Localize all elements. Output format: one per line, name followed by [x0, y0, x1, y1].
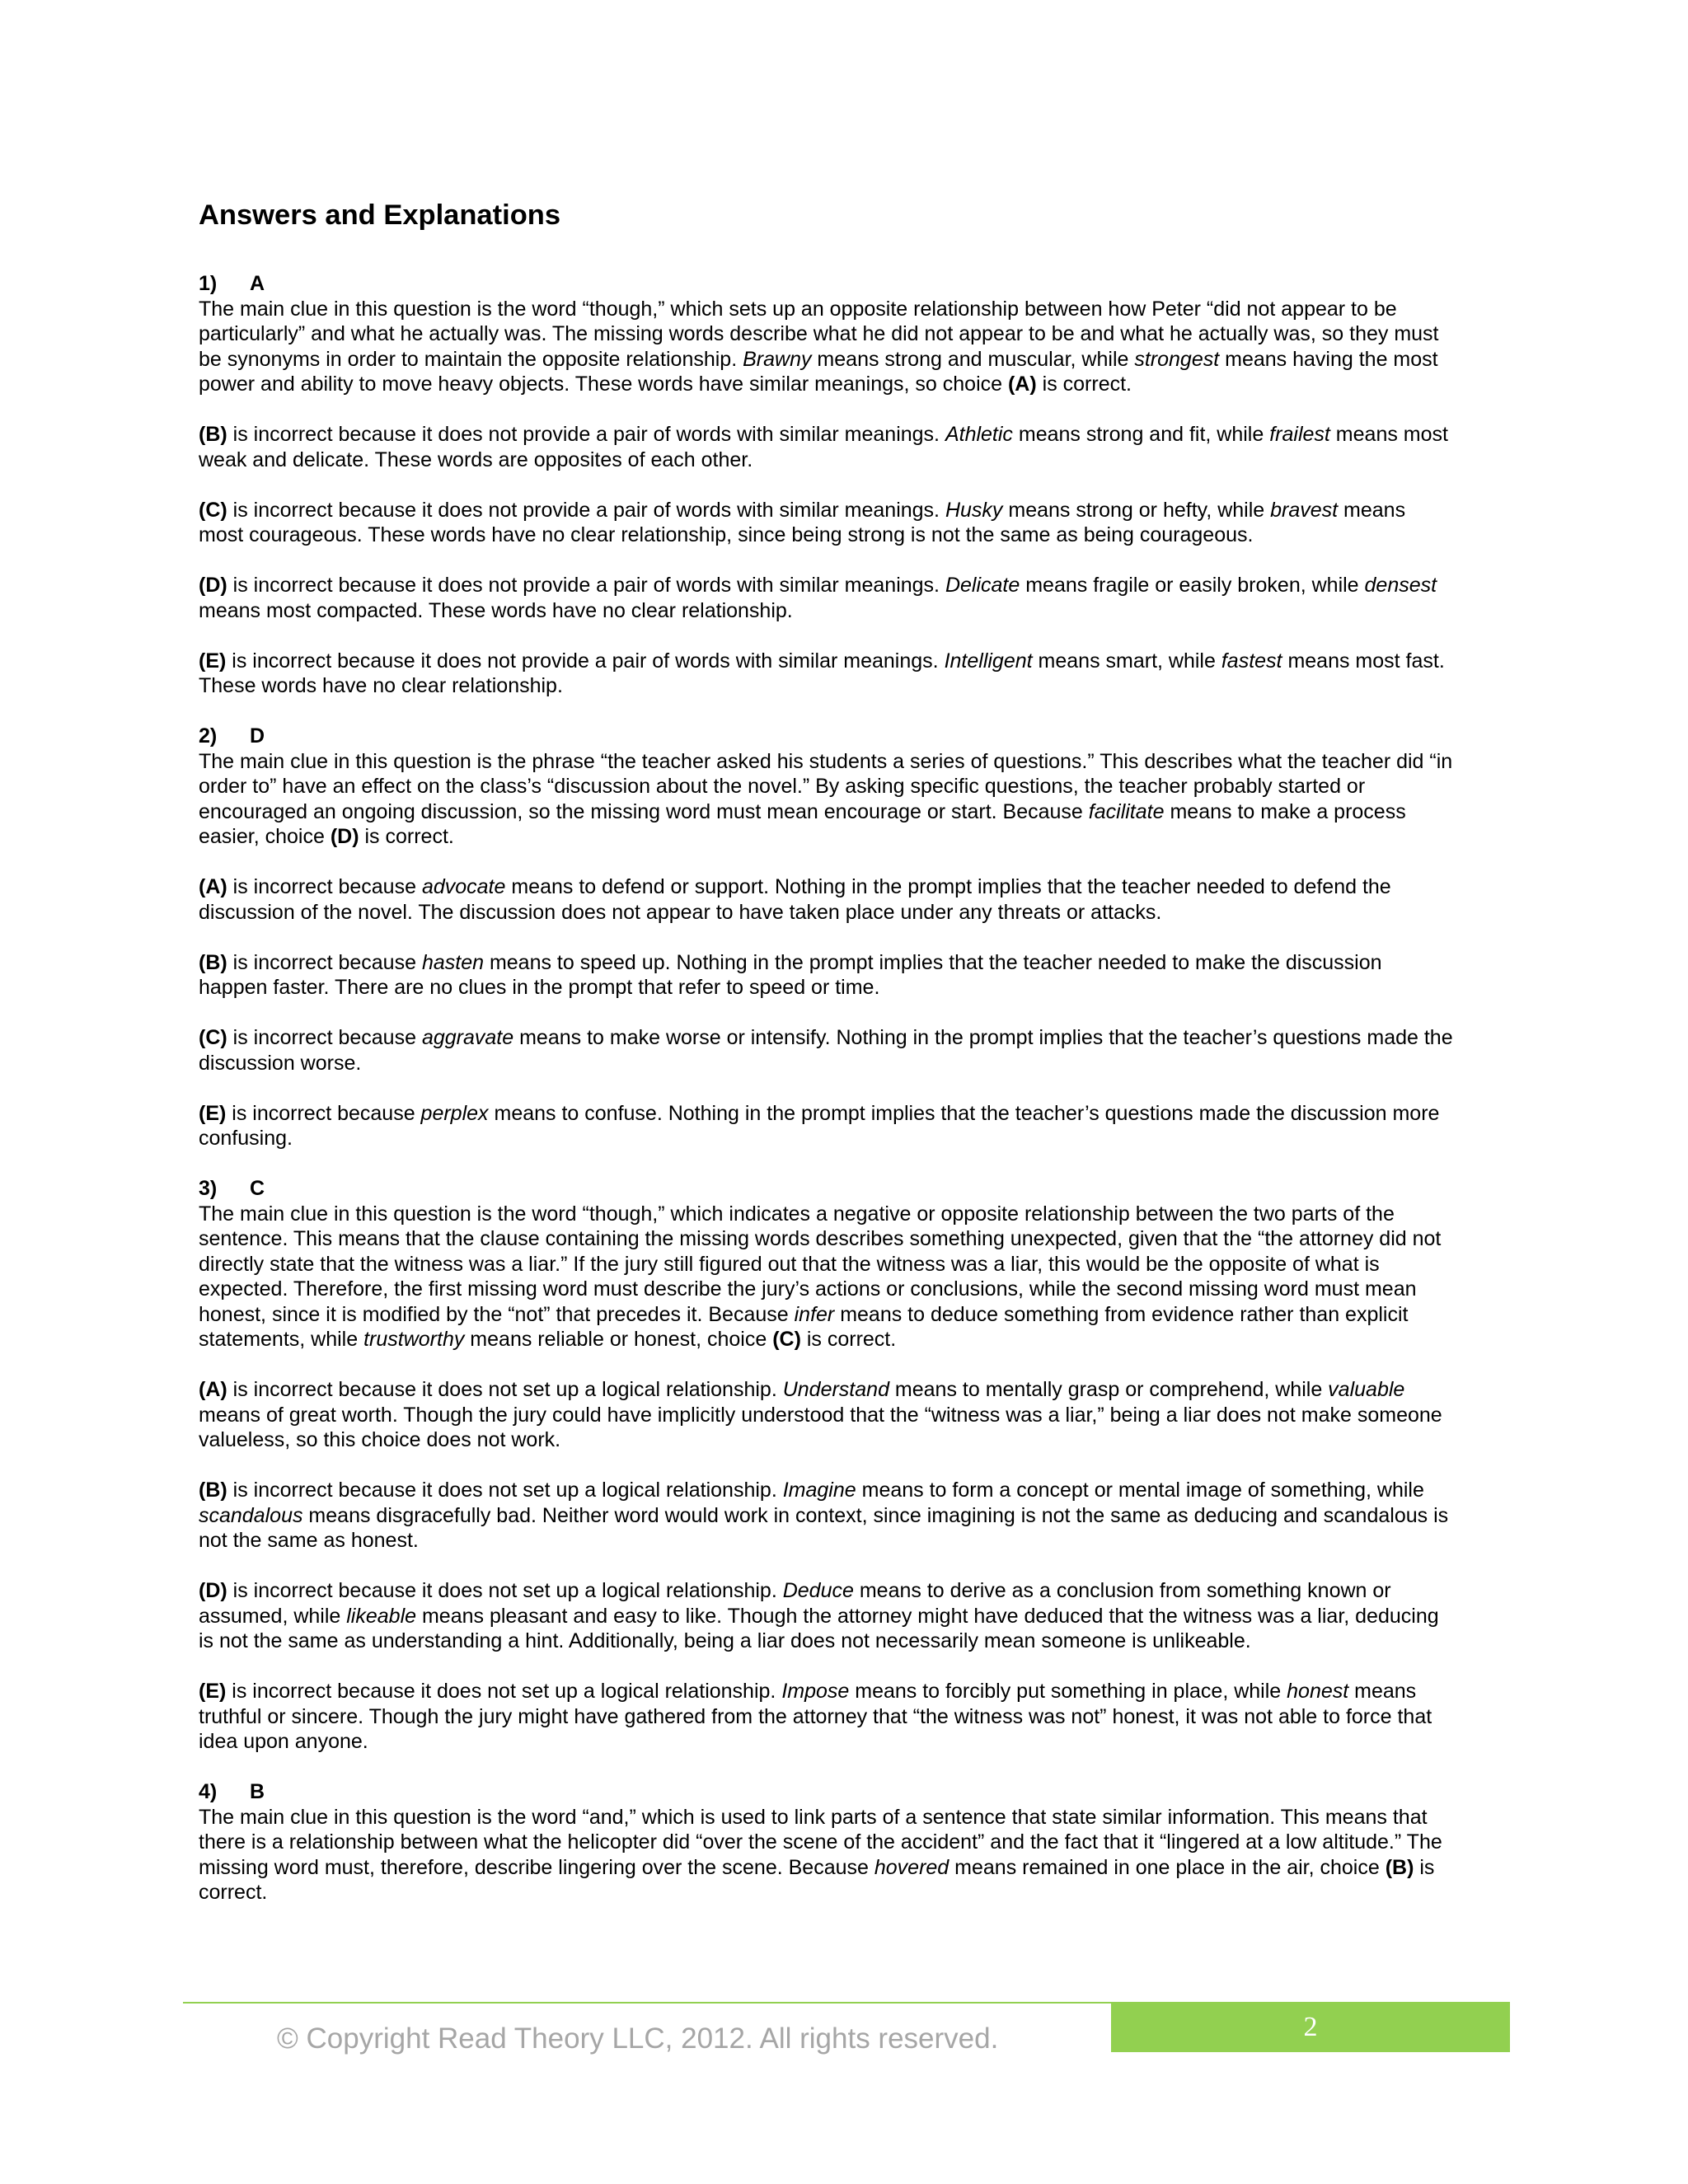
choice-label: (D): [199, 1579, 227, 1602]
text-run: means to speed up. Nothing in the prompt implies that the teacher needed to make the discussion happen faster. There are no clues in the prompt that refer to speed or time.: [199, 950, 1382, 999]
question-header: [199, 1176, 1456, 1202]
choice-label: (E): [199, 1680, 227, 1703]
vocab-word: hasten: [421, 950, 484, 974]
vocab-word: Impose: [781, 1680, 850, 1703]
text-run: is incorrect because: [227, 950, 422, 974]
text-run: means remained in one place in the air, choice: [949, 1855, 1386, 1879]
page-title: Answers and Explanations: [199, 199, 561, 231]
text-run: means to forcibly put something in place, while: [849, 1680, 1287, 1703]
choice-label: (B): [199, 423, 227, 446]
text-run: is incorrect because it does not provide a pair of words with similar meanings.: [226, 649, 945, 673]
choice-label: (C): [199, 1026, 227, 1049]
vocab-word: Deduce: [782, 1579, 854, 1602]
text-run: means pleasant and easy to like. Though the attorney might have deduced that the witness was a liar, deducing is not the same as understanding a hint. Additionally, being a liar does not necessarily mean someone is unlikeable.: [199, 1604, 1439, 1652]
choice-label: (C): [199, 498, 227, 522]
vocab-word: frailest: [1269, 423, 1330, 446]
incorrect-choice-explanation: [199, 649, 1456, 699]
incorrect-choice-explanation: [199, 422, 1456, 472]
choice-label: (D): [330, 825, 359, 848]
vocab-word: Understand: [782, 1378, 889, 1401]
question-number: 3): [199, 1177, 218, 1200]
text-run: is incorrect because it does not set up a logical relationship.: [227, 1378, 783, 1401]
vocab-word: hovered: [874, 1855, 950, 1879]
text-run: means to make a process easier, choice: [199, 799, 1406, 848]
text-run: The main clue in this question is the word “and,” which is used to link parts of a sentence that state similar information. This means that there is a relationship between what the helicopter did “over the scene of the accident” and the fact that it “lingered at a low altitude.” The missing word must, therefore, describe lingering over the scene. Because: [199, 1805, 1442, 1879]
text-run: means most compacted. These words have no clear relationship.: [199, 598, 793, 622]
text-run: means fragile or easily broken, while: [1020, 574, 1365, 597]
incorrect-choice-explanation: [199, 1101, 1456, 1151]
vocab-word: aggravate: [421, 1026, 514, 1049]
question-block: [199, 724, 1456, 1151]
question-number: 1): [199, 272, 218, 295]
text-run: is incorrect because it does not set up a logical relationship.: [226, 1680, 782, 1703]
text-run: is correct.: [800, 1328, 897, 1351]
vocab-word: fastest: [1221, 649, 1282, 673]
vocab-word: infer: [794, 1302, 835, 1326]
text-run: is incorrect because it does not provide a pair of words with similar meanings.: [227, 498, 945, 522]
correct-answer-explanation: [199, 297, 1456, 397]
text-run: means most courageous. These words have no clear relationship, since being strong is not the same as being courageous.: [199, 498, 1406, 546]
text-run: The main clue in this question is the phrase “the teacher asked his students a series of questions.” This describes what the teacher did “in order to” have an effect on the class’s “discussion about the novel.” By asking specific questions, the teacher probably started or encouraged an ongoing discussion, so the missing word must mean encourage or start. Because: [199, 749, 1453, 823]
text-run: means strong or hefty, while: [1002, 498, 1271, 522]
text-run: is incorrect because: [227, 1026, 422, 1049]
answer-letter: D: [250, 724, 265, 748]
text-run: means of great worth. Though the jury could have implicitly understood that the “witness was a liar,” being a liar does not make someone valueless, so this choice does not work.: [199, 1403, 1442, 1451]
answer-letter: C: [250, 1177, 265, 1200]
text-run: means to derive as a conclusion from something known or assumed, while: [199, 1579, 1391, 1628]
choice-label: (B): [1385, 1855, 1414, 1879]
text-run: means disgracefully bad. Neither word would work in context, since imagining is not the same as deducing and scandalous is not the same as honest.: [199, 1503, 1449, 1552]
text-run: means reliable or honest, choice: [464, 1328, 773, 1351]
question-block: [199, 1779, 1456, 1905]
text-run: is incorrect because it does not set up a logical relationship.: [227, 1579, 783, 1602]
choice-label: (E): [199, 649, 227, 673]
choice-label: (E): [199, 1101, 227, 1125]
incorrect-choice-explanation: [199, 874, 1456, 925]
answer-letter: B: [250, 1780, 265, 1803]
text-run: is incorrect because: [226, 1101, 421, 1125]
text-run: means having the most power and ability to move heavy objects. These words have similar meanings, so choice: [199, 347, 1438, 396]
question-header: [199, 1779, 1456, 1805]
correct-answer-explanation: [199, 749, 1456, 850]
text-run: is correct.: [359, 825, 454, 848]
text-run: The main clue in this question is the word “though,” which indicates a negative or opposite relationship between the two parts of the sentence. This means that the clause containing the missing words describes something unexpected, given that the “the attorney did not directly state that the witness was a liar.” If the jury still figured out that the witness was a liar, this would be the opposite of what is expected. Therefore, the first missing word must describe the jury’s actions or conclusions, while the second missing word must mean honest, since it is modified by the “not” that precedes it. Because: [199, 1202, 1442, 1326]
choice-label: (A): [199, 1378, 227, 1401]
choice-label: (D): [199, 574, 227, 597]
incorrect-choice-explanation: [199, 573, 1456, 623]
correct-answer-explanation: [199, 1805, 1456, 1905]
vocab-word: honest: [1287, 1680, 1349, 1703]
vocab-word: valuable: [1328, 1378, 1405, 1401]
vocab-word: facilitate: [1088, 799, 1165, 823]
question-list: [199, 271, 1456, 1905]
text-run: means to deduce something from evidence rather than explicit statements, while: [199, 1302, 1409, 1351]
text-run: is correct.: [199, 1855, 1435, 1904]
text-run: is incorrect because it does not provide a pair of words with similar meanings.: [227, 423, 945, 446]
text-run: means to form a concept or mental image of something, while: [856, 1479, 1424, 1502]
page-number: 2: [1303, 2012, 1318, 2042]
text-run: means to mentally grasp or comprehend, while: [889, 1378, 1329, 1401]
incorrect-choice-explanation: [199, 1478, 1456, 1554]
question-number: 2): [199, 724, 218, 748]
vocab-word: Intelligent: [944, 649, 1033, 673]
text-run: is incorrect because: [227, 875, 422, 898]
incorrect-choice-explanation: [199, 1578, 1456, 1654]
vocab-word: trustworthy: [363, 1328, 465, 1351]
text-run: means strong and fit, while: [1012, 423, 1270, 446]
vocab-word: strongest: [1134, 347, 1220, 371]
vocab-word: Husky: [945, 498, 1003, 522]
vocab-word: likeable: [346, 1604, 417, 1628]
correct-answer-explanation: [199, 1202, 1456, 1352]
vocab-word: densest: [1364, 574, 1437, 597]
question-number: 4): [199, 1780, 218, 1803]
incorrect-choice-explanation: [199, 950, 1456, 1001]
vocab-word: perplex: [420, 1101, 489, 1125]
document-body: [199, 199, 1456, 1930]
vocab-word: scandalous: [199, 1503, 303, 1527]
text-run: The main clue in this question is the word “though,” which sets up an opposite relationship between how Peter “did not appear to be particularly” and what he actually was. The missing words describe what he did not appear to be and what he actually was, so they must be synonyms in order to maintain the opposite relationship.: [199, 297, 1439, 371]
incorrect-choice-explanation: [199, 1025, 1456, 1076]
vocab-word: Athletic: [945, 423, 1013, 446]
vocab-word: advocate: [421, 875, 506, 898]
choice-label: (B): [199, 1479, 227, 1502]
choice-label: (A): [1007, 373, 1037, 396]
question-header: [199, 271, 1456, 297]
vocab-word: Brawny: [743, 347, 812, 371]
answer-letter: A: [250, 272, 265, 295]
text-run: means to defend or support. Nothing in the prompt implies that the teacher needed to defend the discussion of the novel. The discussion does not appear to have taken place under any threats or attacks.: [199, 875, 1391, 924]
vocab-word: bravest: [1270, 498, 1339, 522]
choice-label: (A): [199, 875, 227, 898]
text-run: means strong and muscular, while: [811, 347, 1135, 371]
text-run: means most fast. These words have no clear relationship.: [199, 649, 1445, 697]
text-run: is correct.: [1036, 373, 1132, 396]
text-run: means most weak and delicate. These words are opposites of each other.: [199, 423, 1448, 471]
incorrect-choice-explanation: [199, 1377, 1456, 1453]
choice-label: (B): [199, 950, 227, 974]
text-run: means smart, while: [1032, 649, 1221, 673]
question-header: [199, 724, 1456, 749]
incorrect-choice-explanation: [199, 498, 1456, 548]
vocab-word: Delicate: [945, 574, 1020, 597]
question-block: [199, 1176, 1456, 1755]
question-block: [199, 271, 1456, 699]
text-run: means to confuse. Nothing in the prompt implies that the teacher’s questions made the discussion more confusing.: [199, 1101, 1440, 1150]
text-run: is incorrect because it does not set up a logical relationship.: [227, 1479, 783, 1502]
text-run: is incorrect because it does not provide a pair of words with similar meanings.: [227, 574, 945, 597]
vocab-word: Imagine: [782, 1479, 856, 1502]
choice-label: (C): [772, 1328, 801, 1351]
copyright-notice: © Copyright Read Theory LLC, 2012. All rights reserved.: [277, 2022, 999, 2055]
incorrect-choice-explanation: [199, 1679, 1456, 1755]
text-run: means truthful or sincere. Though the jury might have gathered from the attorney that “the witness was not” honest, it was not able to force that idea upon anyone.: [199, 1680, 1432, 1753]
text-run: means to make worse or intensify. Nothing in the prompt implies that the teacher’s questions made the discussion worse.: [199, 1026, 1453, 1075]
